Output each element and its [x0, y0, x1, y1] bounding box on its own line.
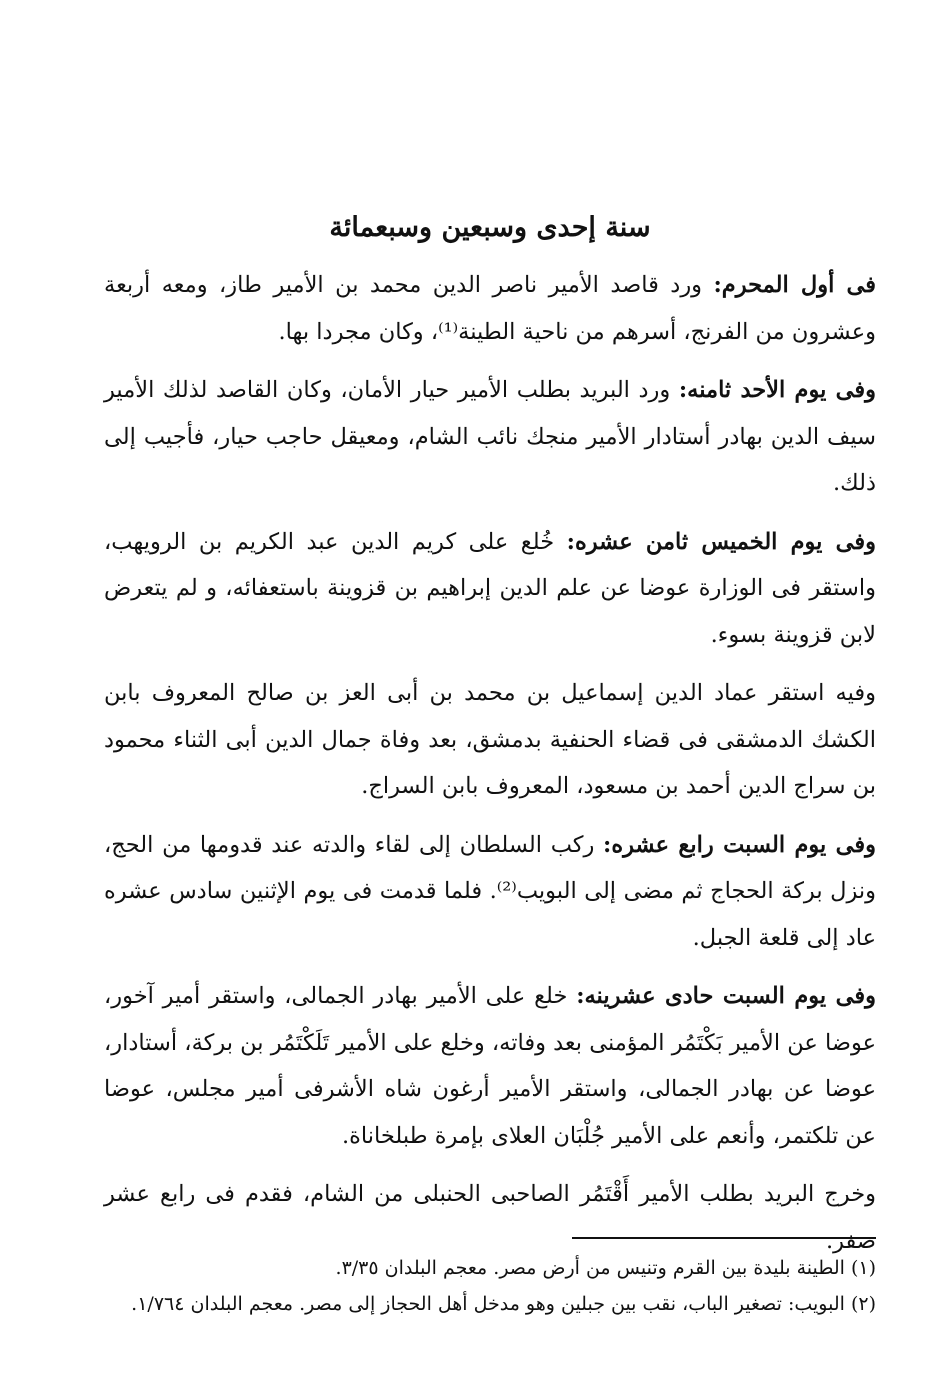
paragraph — [104, 519, 876, 659]
paragraph — [104, 262, 876, 355]
paragraph-lead: وفى يوم السبت حادى عشرينه: — [576, 983, 876, 1009]
paragraph-lead: وفى يوم الخميس ثامن عشره: — [566, 528, 876, 555]
paragraph-text: خُلع على كريم الدين عبد الكريم بن الرويهب، واستقر فى الوزارة عوضا عن علم الدين إبراهيم بن قزوينة باستعفائه، و لم يتعرض لابن قزوينة بسوء. — [104, 528, 876, 648]
paragraph-lead: وفى يوم السبت رابع عشره: — [603, 831, 876, 858]
paragraph — [104, 973, 876, 1159]
footnote: (١) الطينة بليدة بين القرم وتنيس من أرض مصر. معجم البلدان ٣/٣٥. — [335, 1257, 876, 1279]
paragraph-text: وخرج البريد بطلب الأمير أَقْتَمُر الصاحبى الحنبلى من الشام، فقدم فى رابع عشر صفر. — [104, 1181, 876, 1254]
paragraph-lead: وفى يوم الأحد ثامنه: — [678, 377, 876, 403]
footnotes — [104, 1250, 876, 1322]
paragraph-text: ركب السلطان إلى لقاء والدته عند قدومها من الحج، ونزل بركة الحجاج ثم مضى إلى البويب⁽²⁾. فلما قدمت فى يوم الإثنين سادس عشره عاد إلى قلعة الجبل. — [104, 831, 877, 951]
paragraph — [104, 670, 876, 810]
section-heading: سنة إحدى وسبعين وسبعمائة — [329, 212, 651, 243]
paragraph — [104, 822, 876, 962]
paragraph — [104, 367, 876, 507]
footnote-divider — [572, 1237, 876, 1239]
paragraph-lead: فى أول المحرم: — [713, 272, 876, 298]
book-page — [104, 0, 876, 1384]
footnote: (٢) البويب: تصغير الباب، نقب بين جبلين وهو مدخل أهل الحجاز إلى مصر. معجم البلدان ١/٧٦٤. — [131, 1293, 876, 1315]
paragraph-text: ورد البريد بطلب الأمير حيار الأمان، وكان القاصد لذلك الأمير سيف الدين بهادر أستادار الأمير منجك نائب الشام، ومعيقل حاجب حيار، فأجيب إلى ذلك. — [104, 377, 876, 496]
paragraph-text: وفيه استقر عماد الدين إسماعيل بن محمد بن أبى العز بن صالح المعروف بابن الكشك الدمشقى فى قضاء الحنفية بدمشق، بعد وفاة جمال الدين أبى الثناء محمود بن سراج الدين أحمد بن مسعود، المعروف بابن السراج. — [104, 680, 876, 799]
paragraph-text: خلع على الأمير بهادر الجمالى، واستقر أمير آخور، عوضا عن الأمير بَكْتَمُر المؤمنى بعد وفاته، وخلع على الأمير تَلَكْتَمُر بن بركة، أستادار، عوضا عن بهادر الجمالى، واستقر الأمير أرغون شاه الأشرفى أمير مجلس، عوضا عن تلكتمر، وأنعم على الأمير جُلْبَان العلاى بإمرة طبلخاناة. — [104, 983, 876, 1149]
paragraph-text: ورد قاصد الأمير ناصر الدين محمد بن الأمير طاز، ومعه أربعة وعشرون من الفرنج، أسرهم من ناحية الطينة⁽¹⁾، وكان مجردا بها. — [104, 272, 876, 345]
main-text — [104, 262, 876, 1276]
